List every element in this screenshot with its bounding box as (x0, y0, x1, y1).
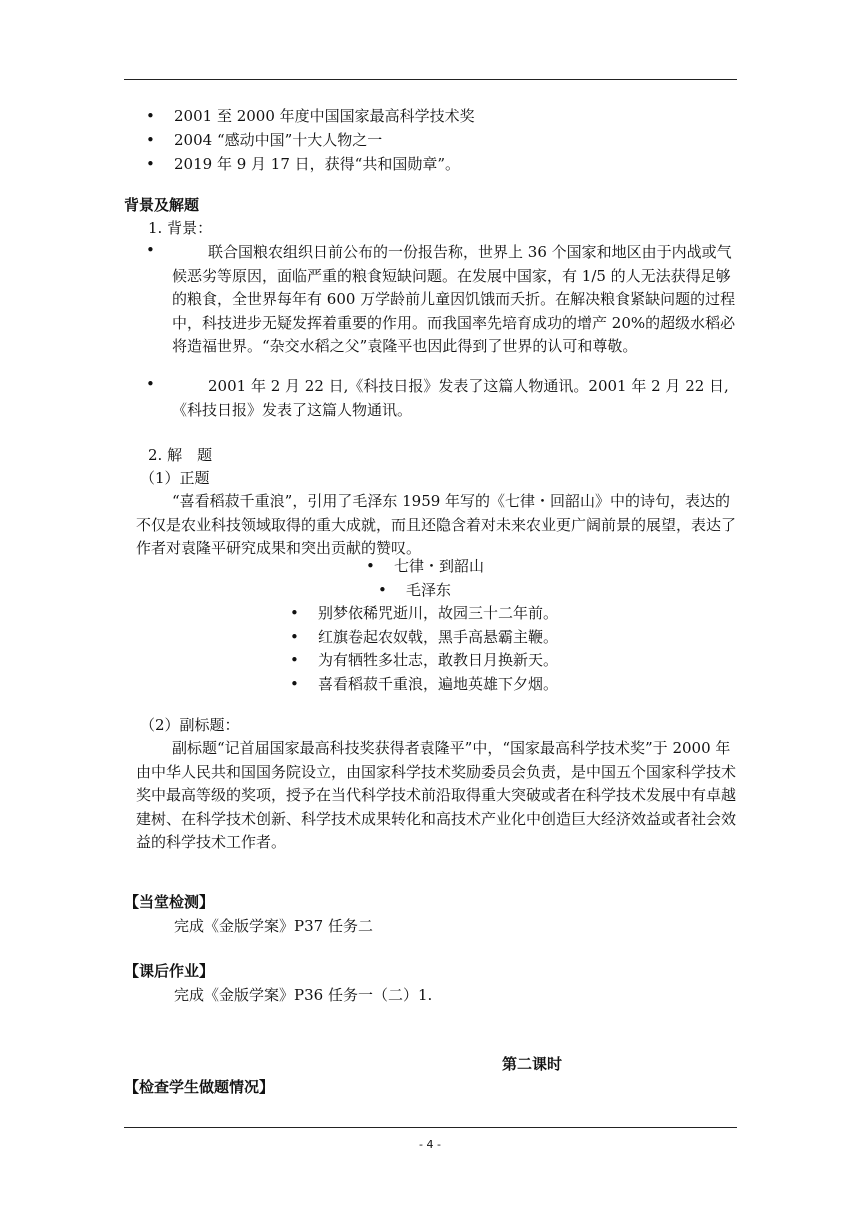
bullet-icon: • (146, 241, 155, 259)
poem-author: • 毛泽东 (378, 579, 451, 603)
background-paragraph: 2001 年 2 月 22 日,《科技日报》发表了这篇人物通讯。2001 年 2 月 22 日,《科技日报》发表了这篇人物通讯。 (172, 377, 729, 419)
footer-rule (124, 1127, 737, 1128)
poem-header (366, 555, 484, 579)
interpretation-label: 2. 解 题 (148, 446, 213, 464)
background-paragraph: 联合国粮农组织日前公布的一份报告称，世界上 36 个国家和地区由于内战或气候恶劣等原因，面临严重的粮食短缺问题。在发展中国家，有 1/5 的人无法获得足够的粮食，全世界每年有 600 万学龄前儿童因饥饿而夭折。在解决粮食紧缺问题的过程中，科技进步无疑发挥着重要的作用。而我国率先培育成功的增产 20%的超级水稻必将造福世界。“杂交水稻之父”袁隆平也因此得到了世界的认可和尊敬。 (172, 243, 736, 355)
poem-line: • 红旗卷起农奴戟，黑手高悬霸主鞭。 (290, 626, 558, 650)
classroom-check-heading: 【当堂检测】 (124, 893, 215, 911)
poem-line: • 别梦依稀咒逝川，故园三十二年前。 (290, 602, 558, 626)
list-item: • 2004 “感动中国”十大人物之一 (146, 128, 475, 152)
main-title-text: “喜看稻菽千重浪”，引用了毛泽东 1959 年写的《七律・回韶山》中的诗句，表达的不仅是农业科技领域取得的重大成就，而且还隐含着对未来农业更广阔前景的展望，表达了作者对袁隆平研究成果和突出贡献的赞叹。 (136, 492, 737, 557)
poem-author-block (378, 579, 451, 603)
homework-text: 完成《金版学案》P36 任务一（二）1. (174, 986, 433, 1004)
subtitle-text: 副标题“记首届国家最高科技奖获得者袁隆平”中，“国家最高科学技术奖”于 2000 年由中华人民共和国国务院设立，由国家科学技术奖励委员会负责，是中国五个国家科学技术奖中最高等级的奖项，授予在当代科学技术前沿取得重大突破或者在科学技术发展中有卓越建树、在科学技术创新、科学技术成果转化和高技术产业化中创造巨大经济效益或者社会效益的科学技术工作者。 (136, 739, 737, 851)
page-number: - 4 - (419, 1138, 441, 1151)
poem-line: • 为有牺牲多壮志，敢教日月换新天。 (290, 649, 558, 673)
poem-lines (290, 602, 558, 696)
classroom-check-text: 完成《金版学案》P37 任务二 (174, 917, 373, 935)
honors-list (146, 104, 475, 176)
homework-heading: 【课后作业】 (124, 962, 215, 980)
list-item: • 2019 年 9 月 17 日，获得“共和国勋章”。 (146, 152, 475, 176)
section-heading-background: 背景及解题 (124, 196, 200, 214)
second-lesson-title: 第二课时 (502, 1055, 563, 1073)
bullet-icon: • (146, 375, 155, 393)
background-label: 1. 背景： (148, 219, 213, 237)
main-title-label: （1）正题 (140, 469, 210, 487)
poem-line: • 喜看稻菽千重浪，遍地英雄下夕烟。 (290, 673, 558, 697)
list-item: • 2001 至 2000 年度中国国家最高科学技术奖 (146, 104, 475, 128)
poem-title: • 七律・到韶山 (366, 555, 484, 579)
header-rule (124, 79, 737, 80)
subtitle-label: （2）副标题： (140, 716, 240, 734)
check-work-heading: 【检查学生做题情况】 (124, 1078, 275, 1096)
